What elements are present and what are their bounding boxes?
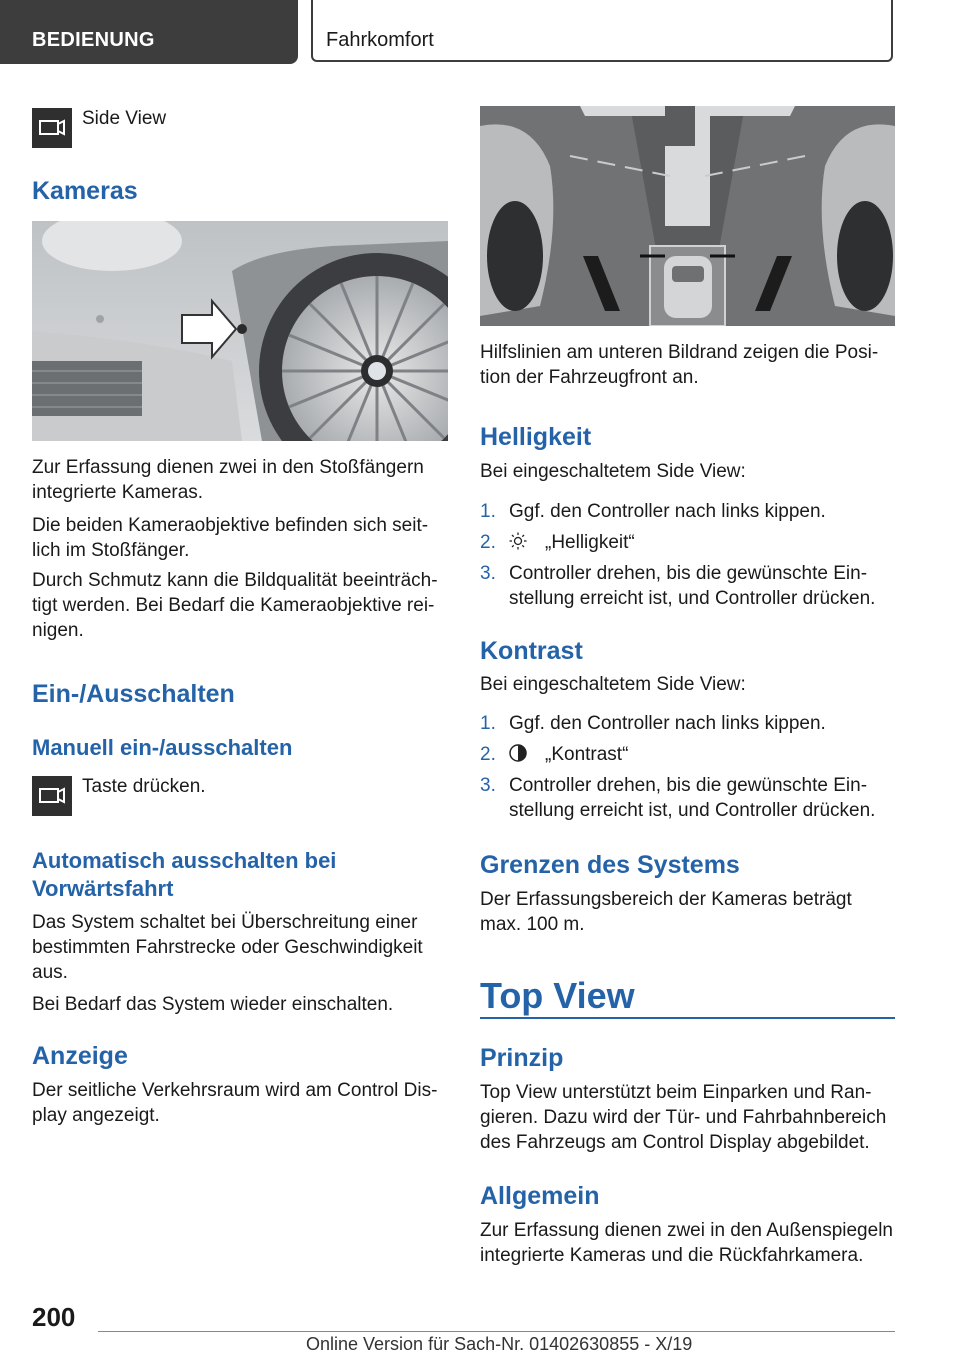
- list-item: 3. Controller drehen, bis die gewünschte Einstellung erreicht ist, und Controller drücken.: [480, 775, 876, 821]
- auto-text-1: Das System schaltet bei Überschreitung einer bestimmten Fahrstrecke oder Geschwindigkeit aus.: [32, 912, 423, 983]
- grenzen-heading: Grenzen des Systems: [480, 851, 740, 879]
- helligkeit-steps: [480, 499, 895, 617]
- auto-heading: Automatisch ausschalten bei Vorwärtsfahrt: [32, 848, 337, 901]
- helligkeit-intro: Bei eingeschaltetem Side View:: [480, 461, 746, 482]
- auto-text-2: Bei Bedarf das System wieder einschalten.: [32, 994, 394, 1015]
- taste-label: Taste drücken.: [82, 776, 206, 797]
- hilfslinien-text: Hilfslinien am unteren Bildrand zeigen die Position der Fahrzeugfront an.: [480, 342, 879, 388]
- chapter-box: [311, 0, 893, 62]
- kontrast-intro: Bei eingeschaltetem Side View:: [480, 674, 746, 695]
- side-view-display-image: [480, 106, 895, 326]
- chapter-title: Fahrkomfort: [326, 29, 434, 51]
- helligkeit-heading: Helligkeit: [480, 423, 592, 451]
- section-title: BEDIENUNG: [32, 29, 155, 51]
- kameras-text-3: Durch Schmutz kann die Bildqualität beeinträchtigt werden. Bei Bedarf die Kameraobjektive reinigen.: [32, 570, 438, 641]
- grenzen-text: Der Erfassungsbereich der Kameras beträgt max. 100 m.: [480, 889, 852, 935]
- brightness-icon: [509, 532, 531, 550]
- camera-button-icon: [32, 776, 72, 816]
- ein-aus-heading: Ein-/Ausschalten: [32, 680, 235, 708]
- online-version-label: Online Version für Sach-Nr. 01402630855 - X/19: [306, 1334, 693, 1354]
- kameras-text-2: Die beiden Kameraobjektive befinden sich seitlich im Stoßfänger.: [32, 515, 429, 561]
- kameras-heading: Kameras: [32, 177, 138, 205]
- manuell-heading: Manuell ein-/ausschalten: [32, 735, 293, 760]
- page-number: 200: [32, 1302, 76, 1332]
- side-view-label: Side View: [82, 108, 167, 129]
- topview-rule: [480, 1017, 895, 1019]
- kameras-text-1: Zur Erfassung dienen zwei in den Stoßfängern integrierte Kameras.: [32, 457, 424, 503]
- section-tab: [0, 0, 298, 64]
- list-item: 2. „Kontrast“: [480, 744, 629, 765]
- anzeige-heading: Anzeige: [32, 1042, 128, 1070]
- list-item: 2. „Helligkeit“: [480, 532, 635, 553]
- allgemein-heading: Allgemein: [480, 1182, 600, 1210]
- list-item: 1. Ggf. den Controller nach links kippen.: [480, 713, 826, 734]
- camera-location-photo: [32, 221, 448, 441]
- list-item: 3. Controller drehen, bis die gewünschte Einstellung erreicht ist, und Controller drücken.: [480, 563, 876, 609]
- contrast-icon: [509, 744, 531, 762]
- topview-heading: Top View: [480, 975, 635, 1016]
- footer-rule: [98, 1331, 895, 1332]
- kontrast-heading: Kontrast: [480, 637, 583, 665]
- prinzip-heading: Prinzip: [480, 1044, 564, 1072]
- list-item: 1. Ggf. den Controller nach links kippen.: [480, 501, 826, 522]
- anzeige-text: Der seitliche Verkehrsraum wird am Control Display angezeigt.: [32, 1080, 438, 1126]
- allgemein-text: Zur Erfassung dienen zwei in den Außenspiegeln integrierte Kameras und die Rückfahrkamera.: [480, 1220, 893, 1266]
- camera-button-icon: [32, 108, 72, 148]
- kontrast-steps: [480, 711, 895, 829]
- prinzip-text: Top View unterstützt beim Einparken und Rangieren. Dazu wird der Tür- und Fahrbahnbereich des Fahrzeugs am Control Display abgebildet.: [480, 1082, 887, 1153]
